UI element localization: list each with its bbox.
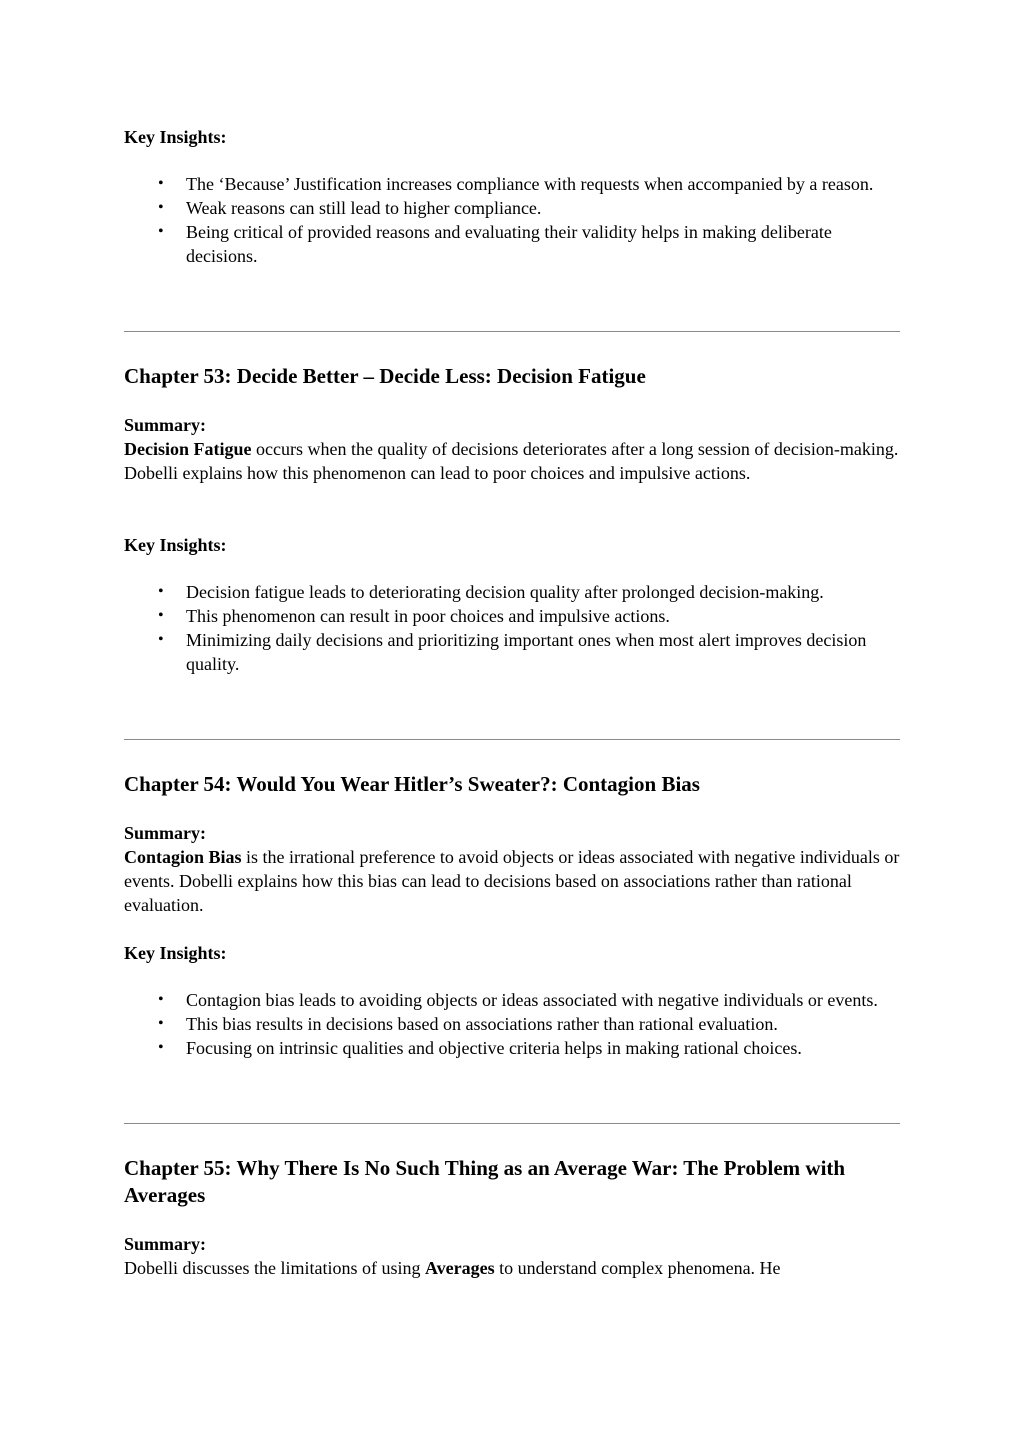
list-item: • Minimizing daily decisions and prioritizing important ones when most alert improves decision quality. [158, 630, 867, 674]
key-insights-label: Key Insights: [124, 943, 227, 963]
list-item: • This phenomenon can result in poor choices and impulsive actions. [158, 606, 670, 626]
list-item: • Contagion bias leads to avoiding objects or ideas associated with negative individuals or events. [158, 990, 878, 1010]
chapter-heading: Chapter 54: Would You Wear Hitler’s Sweater?: Contagion Bias [124, 772, 700, 796]
list-item: • Decision fatigue leads to deteriorating decision quality after prolonged decision-making. [158, 582, 824, 602]
bullet-icon: • [158, 223, 164, 240]
key-insights-label: Key Insights: [124, 535, 227, 555]
bullet-icon: • [158, 199, 164, 216]
summary-term: Decision Fatigue [124, 439, 252, 459]
summary-term: Averages [424, 1258, 495, 1278]
bullet-icon: • [158, 1015, 164, 1032]
bullet-icon: • [158, 991, 164, 1008]
summary-paragraph: Contagion Bias is the irrational preference to avoid objects or ideas associated with negative individuals or events. Dobelli explains how this bias can lead to decisions based on associations rather than rational evaluation. [124, 847, 900, 915]
bullet-icon: • [158, 1039, 164, 1056]
key-insights-list [124, 988, 900, 1060]
key-insights-list [124, 172, 900, 268]
summary-paragraph: Decision Fatigue occurs when the quality of decisions deteriorates after a long session of decision-making. Dobelli explains how this phenomenon can lead to poor choices and impulsive actions. [124, 439, 899, 483]
list-item: • Weak reasons can still lead to higher compliance. [158, 198, 542, 218]
key-insights-list [124, 580, 900, 676]
key-insights-label: Key Insights: [124, 127, 227, 147]
section-divider [124, 739, 900, 740]
bullet-icon: • [158, 631, 164, 648]
summary-paragraph: Dobelli discusses the limitations of using Averages to understand complex phenomena. He [124, 1258, 781, 1278]
list-item: • Being critical of provided reasons and evaluating their validity helps in making deliberate decisions. [158, 222, 832, 266]
summary-label: Summary: [124, 823, 206, 843]
summary-term: Contagion Bias [124, 847, 242, 867]
list-item: • Focusing on intrinsic qualities and objective criteria helps in making rational choices. [158, 1038, 802, 1058]
section-divider [124, 331, 900, 332]
section-divider [124, 1123, 900, 1124]
bullet-icon: • [158, 175, 164, 192]
chapter-heading: Chapter 53: Decide Better – Decide Less: Decision Fatigue [124, 364, 646, 388]
bullet-icon: • [158, 607, 164, 624]
list-item: • This bias results in decisions based on associations rather than rational evaluation. [158, 1014, 778, 1034]
summary-label: Summary: [124, 415, 206, 435]
bullet-icon: • [158, 583, 164, 600]
list-item: • The ‘Because’ Justification increases compliance with requests when accompanied by a reason. [158, 174, 874, 194]
summary-label: Summary: [124, 1234, 206, 1254]
chapter-heading: Chapter 55: Why There Is No Such Thing as an Average War: The Problem with Averages [124, 1156, 846, 1207]
